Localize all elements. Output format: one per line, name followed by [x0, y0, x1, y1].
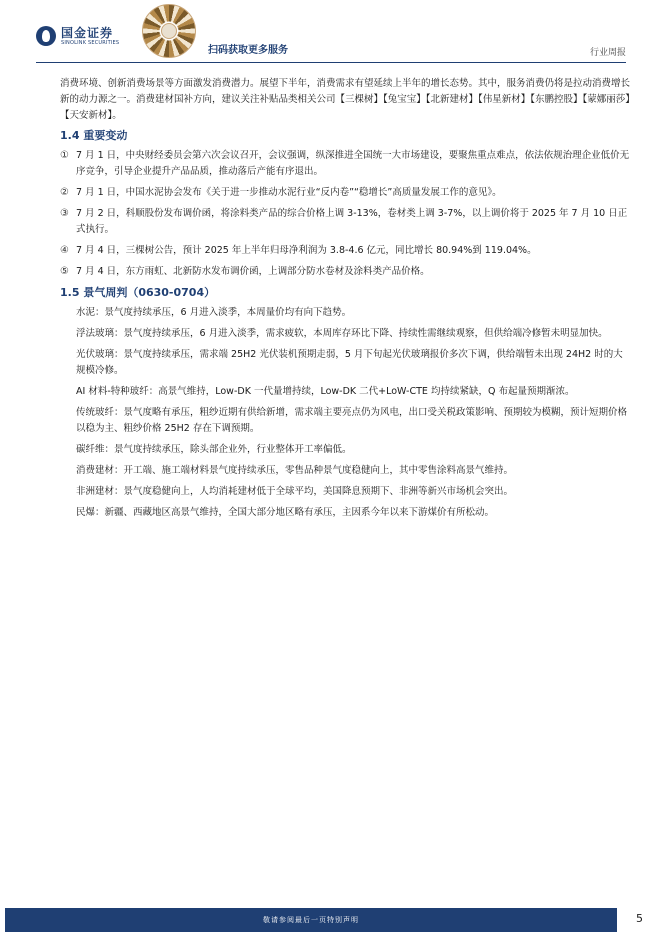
page-number: 5 [636, 912, 643, 925]
document-type-label: 行业周报 [589, 48, 626, 58]
footer-disclaimer: 敬请参阅最后一页特别声明 [263, 916, 359, 924]
item-text: 7 月 1 日，中国水泥协会发布《关于进一步推动水泥行业“反内卷”“稳增长”高质量发展工作的意见》。 [76, 187, 502, 198]
company-logo [36, 26, 119, 46]
sentiment-item: AI 材料-特种玻纤：高景气维持，Low-DK 一代量增持续，Low-DK 二代+LoW-CTE 均持续紧缺，Q 布起量预期渐浓。 [76, 386, 575, 397]
footer-bar [5, 908, 617, 932]
sentiment-item: 水泥：景气度持续承压，6 月进入淡季，本周量价均有向下趋势。 [76, 307, 352, 318]
item-number: ⑤ [60, 266, 69, 277]
sentiment-list [60, 305, 630, 521]
item-number: ③ [60, 208, 69, 219]
list-item [60, 243, 630, 259]
list-item [60, 148, 630, 180]
logo-name-cn: 国金证券 [61, 25, 114, 40]
item-number: ④ [60, 245, 69, 256]
list-item [60, 185, 630, 201]
logo-name-en: SINOLINK SECURITIES [61, 39, 120, 46]
sentiment-item: 消费建材：开工端、施工端材料景气度持续承压，零售品种景气度稳健向上，其中零售涂料高景气维持。 [76, 465, 514, 476]
section-title-key-changes: 1.4 重要变动 [60, 129, 128, 142]
page-body [60, 76, 630, 526]
key-changes-list [60, 148, 630, 280]
page-header [0, 0, 662, 64]
list-item [60, 206, 630, 238]
item-number: ② [60, 187, 69, 198]
sentiment-item: 光伏玻璃：景气度持续承压，需求端 25H2 光伏装机预期走弱，5 月下旬起光伏玻璃报价多次下调，供给端暂未出现 24H2 时的大规模冷修。 [76, 349, 623, 376]
item-text: 7 月 2 日，科顺股份发布调价函，将涂料类产品的综合价格上调 3-13%，卷材类上调 3-7%，以上调价将于 2025 年 7 月 10 日正式执行。 [76, 208, 628, 235]
sentiment-item: 民爆：新疆、西藏地区高景气维持，全国大部分地区略有承压，主因系今年以来下游煤价有所松动。 [76, 507, 495, 518]
header-divider [36, 62, 626, 63]
section-title-sentiment: 1.5 景气周判（0630-0704） [60, 286, 216, 299]
sentiment-item: 传统玻纤：景气度略有承压，粗纱近期有供给新增，需求端主要亮点仍为风电，出口受关税政策影响、预期较为模糊，预计短期价格以稳为主、粗纱价格 25H2 存在下调预期。 [76, 407, 628, 434]
qr-center-badge [161, 23, 177, 39]
sentiment-item: 浮法玻璃：景气度持续承压，6 月进入淡季，需求疲软，本周库存环比下降、持续性需继续观察，但供给端冷修暂未明显加快。 [76, 328, 608, 339]
item-text: 7 月 4 日，三棵树公告，预计 2025 年上半年归母净利润为 3.8-4.6 亿元，同比增长 80.94%到 119.04%。 [76, 245, 537, 256]
intro-paragraph: 消费环境、创新消费场景等方面激发消费潜力。展望下半年，消费需求有望延续上半年的增长态势。其中，服务消费仍将是拉动消费增长新的动力源之一。消费建材国补方向，建议关注补贴品类相关公司【三棵树】【兔宝宝】【北新建材】【伟星新材】【东鹏控股】【蒙娜丽莎】【天安新材】。 [60, 78, 631, 121]
item-text: 7 月 4 日，东方雨虹、北新防水发布调价函，上调部分防水卷材及涂料类产品价格。 [76, 266, 430, 277]
item-number: ① [60, 150, 69, 161]
sentiment-item: 碳纤维：景气度持续承压，除头部企业外，行业整体开工率偏低。 [76, 444, 352, 455]
logo-icon [36, 26, 56, 46]
scan-prompt: 扫码获取更多服务 [208, 45, 288, 56]
item-text: 7 月 1 日，中央财经委员会第六次会议召开，会议强调，纵深推进全国统一大市场建设，要聚焦重点难点，依法依规治理企业低价无序竞争，引导企业提升产品品质，推动落后产能有序退出。 [76, 150, 630, 177]
list-item [60, 264, 630, 280]
sentiment-item: 非洲建材：景气度稳健向上，人均消耗建材低于全球平均，美国降息预期下、非洲等新兴市场机会突出。 [76, 486, 514, 497]
